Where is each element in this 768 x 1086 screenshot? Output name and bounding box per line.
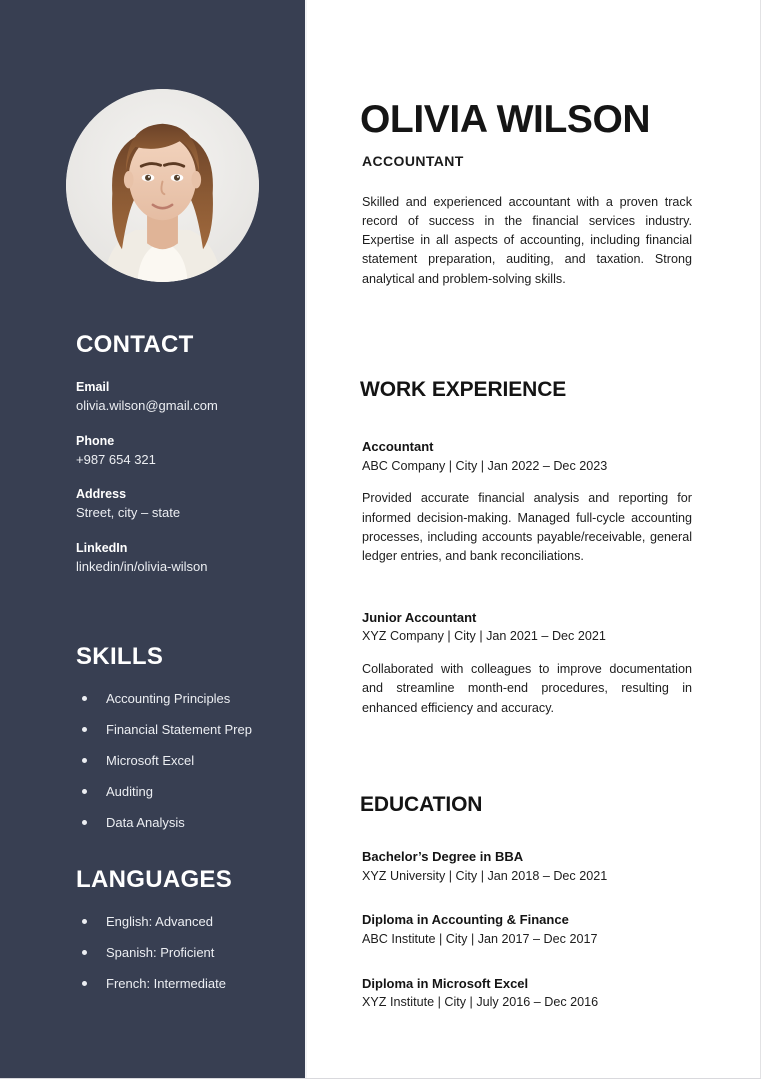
- profile-summary: Skilled and experienced accountant with a proven track record of success in the financial services industry. Expertise in all aspects of accounting, including financial statement preparation, auditing, and taxation. Strong analytical and problem-solving skills.: [362, 194, 692, 286]
- contact-item-phone: [76, 432, 291, 470]
- work-entry: [362, 608, 692, 718]
- languages-heading: LANGUAGES: [76, 866, 233, 893]
- skills-heading: SKILLS: [76, 643, 164, 670]
- list-item: Financial Statement Prep: [76, 721, 296, 739]
- entry-description: Provided accurate financial analysis and reporting for informed decision-making. Managed full-cycle accounting processes, including accounts payable/receivable, general ledger entries, and bank reconciliations.: [362, 491, 692, 563]
- contact-item-linkedin: [76, 539, 291, 577]
- avatar: [66, 89, 259, 282]
- entry-meta: XYZ Company | City | Jan 2021 – Dec 2021: [362, 629, 606, 644]
- contact-label: Email: [76, 380, 110, 394]
- list-item: English: Advanced: [76, 913, 296, 931]
- contact-label: Phone: [76, 433, 115, 448]
- contact-heading: CONTACT: [76, 331, 194, 358]
- contact-label: Address: [76, 487, 127, 502]
- education-entry: [362, 974, 692, 1012]
- contact-value[interactable]: +987 654 321: [76, 451, 156, 467]
- contact-item-address: [76, 485, 291, 523]
- entry-meta: XYZ University | City | Jan 2018 – Dec 2021: [362, 868, 608, 883]
- entry-title: Bachelor’s Degree in BBA: [362, 849, 524, 864]
- list-item: Accounting Principles: [76, 690, 296, 708]
- work-experience-heading: WORK EXPERIENCE: [360, 378, 567, 401]
- sidebar: [0, 0, 307, 1079]
- education-entry: [362, 847, 692, 885]
- contact-list: [76, 378, 291, 593]
- contact-value[interactable]: olivia.wilson@gmail.com: [76, 398, 218, 414]
- contact-value[interactable]: linkedin/in/olivia-wilson: [76, 559, 208, 574]
- list-item: Data Analysis: [76, 814, 296, 832]
- page-title: OLIVIA WILSON: [360, 98, 651, 141]
- education-section: [360, 793, 692, 1012]
- list-item: Microsoft Excel: [76, 752, 296, 770]
- entry-title: Accountant: [362, 439, 434, 454]
- list-item: Auditing: [76, 783, 296, 801]
- education-heading: EDUCATION: [360, 793, 483, 816]
- skills-list: [76, 690, 296, 845]
- entry-title: Diploma in Accounting & Finance: [362, 912, 569, 928]
- list-item: Spanish: Proficient: [76, 944, 296, 962]
- entry-meta: XYZ Institute | City | July 2016 – Dec 2016: [362, 995, 599, 1010]
- profile-photo: [66, 89, 259, 282]
- list-item: French: Intermediate: [76, 975, 296, 993]
- entry-title: Diploma in Microsoft Excel: [362, 975, 529, 991]
- entry-meta: ABC Company | City | Jan 2022 – Dec 2023: [362, 458, 608, 473]
- entry-title: Junior Accountant: [362, 609, 477, 625]
- contact-value: Street, city – state: [76, 505, 181, 521]
- job-title: ACCOUNTANT: [362, 152, 464, 169]
- contact-item-email: [76, 378, 291, 416]
- contact-label: LinkedIn: [76, 540, 128, 555]
- entry-description: Collaborated with colleagues to improve documentation and streamline month-end procedures, resulting in enhanced efficiency and accuracy.: [362, 662, 692, 715]
- work-experience-section: [360, 378, 692, 730]
- languages-list: [76, 913, 296, 1006]
- education-entry: [362, 910, 692, 948]
- main-content: [360, 0, 692, 289]
- work-entry: [362, 437, 692, 566]
- entry-meta: ABC Institute | City | Jan 2017 – Dec 2017: [362, 931, 598, 946]
